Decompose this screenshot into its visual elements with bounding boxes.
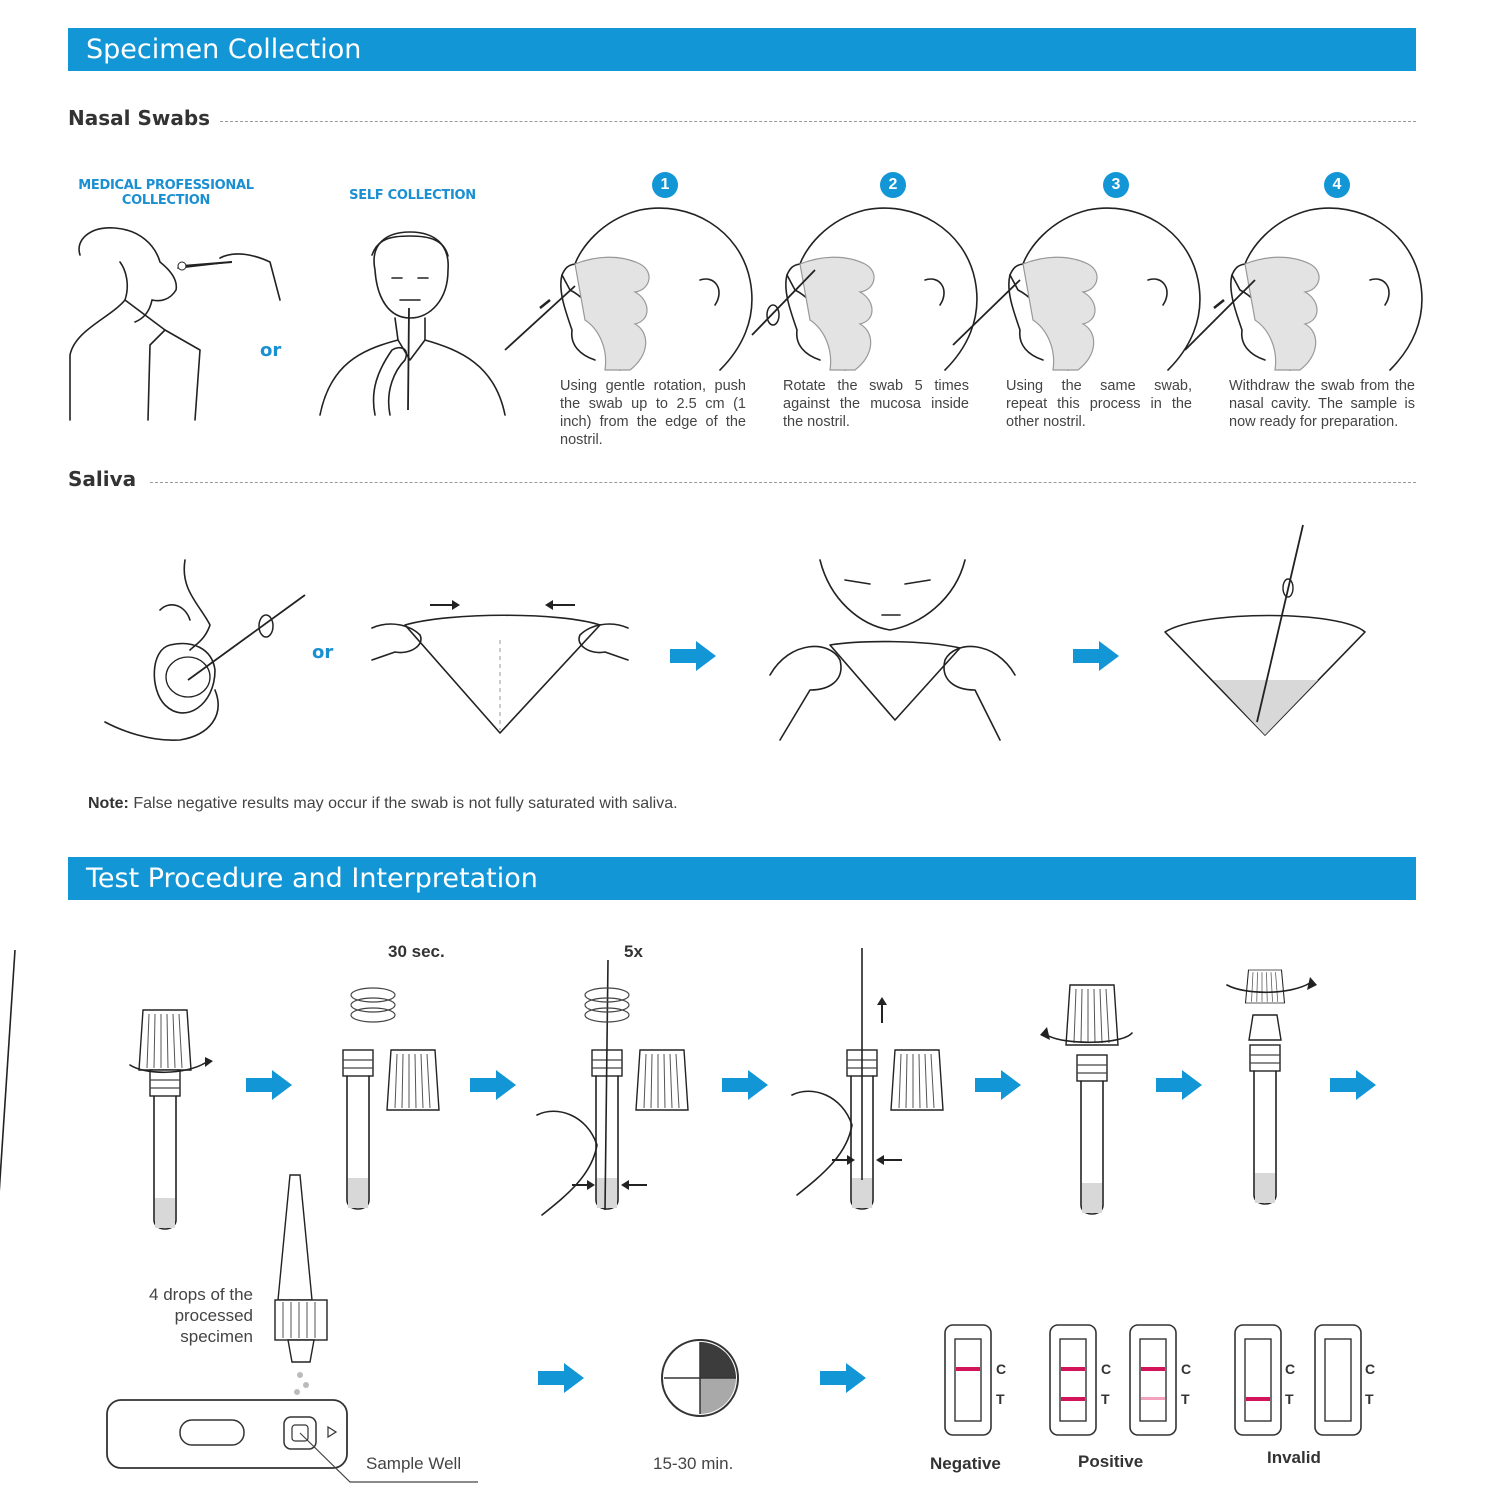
nasal-step-2-illustration — [752, 208, 977, 370]
section-title: Test Procedure and Interpretation — [86, 863, 538, 894]
medical-professional-label: MEDICAL PROFESSIONAL COLLECTION — [78, 178, 254, 208]
or-label: or — [260, 340, 282, 361]
step-text-3: Using the same swab, repeat this process in the other nostril. — [1006, 378, 1192, 430]
drops-label: 4 drops of the processed specimen — [149, 1285, 253, 1346]
or-label: or — [312, 642, 334, 663]
result-negative-strip — [945, 1325, 991, 1435]
procedure-step-open-dropper — [1227, 970, 1317, 1204]
dropper-bottle-illustration — [275, 1175, 327, 1395]
saliva-funnel-open-illustration — [372, 600, 628, 733]
step-number-3: 3 — [1103, 172, 1129, 198]
note-text: False negative results may occur if the swab is not fully saturated with saliva. — [128, 795, 678, 812]
saliva-swab-funnel-illustration — [1165, 525, 1365, 735]
nasal-step-4-illustration — [1185, 208, 1422, 370]
note-label: Note: — [88, 795, 129, 812]
saliva-mouth-illustration — [105, 560, 305, 740]
result-positive-label: Positive — [1078, 1452, 1144, 1471]
c-label: C — [996, 1361, 1007, 1377]
self-collection-illustration — [320, 232, 505, 415]
result-invalid-strip-t-only — [1235, 1325, 1281, 1435]
c-label: C — [1181, 1361, 1192, 1377]
nasal-step-1-illustration — [505, 208, 752, 370]
procedure-step-insert-swab — [0, 950, 439, 1210]
section-title: Specimen Collection — [86, 34, 362, 65]
time-30-sec-label: 30 sec. — [388, 942, 445, 961]
nasal-step-3-illustration — [953, 208, 1200, 370]
t-label: T — [1285, 1391, 1294, 1407]
c-label: C — [1285, 1361, 1296, 1377]
wait-time-label: 15-30 min. — [653, 1454, 734, 1473]
timer-icon — [662, 1340, 738, 1416]
result-positive-strip-strong — [1050, 1325, 1096, 1435]
times-5x-label: 5x — [624, 942, 643, 961]
result-positive-strip-faint — [1130, 1325, 1176, 1435]
t-label: T — [1181, 1391, 1190, 1407]
result-negative-label: Negative — [930, 1454, 1001, 1473]
procedure-step-open-cap — [130, 1010, 213, 1229]
step-number-4: 4 — [1324, 172, 1350, 198]
step-text-4: Withdraw the swab from the nasal cavity. The sample is now ready for preparation. — [1229, 378, 1415, 430]
result-invalid-label: Invalid — [1267, 1448, 1321, 1467]
result-invalid-strip-blank — [1315, 1325, 1361, 1435]
t-label: T — [1101, 1391, 1110, 1407]
t-label: T — [996, 1391, 1005, 1407]
medical-professional-illustration — [70, 228, 280, 420]
test-cassette-illustration — [107, 1400, 478, 1482]
procedure-step-remove-swab — [792, 948, 943, 1209]
step-text-1: Using gentle rotation, push the swab up to 2.5 cm (1 inch) from the edge of the nostril. — [560, 378, 746, 448]
t-label: T — [1365, 1391, 1374, 1407]
self-collection-label: SELF COLLECTION — [349, 188, 476, 203]
sample-well-label: Sample Well — [366, 1454, 462, 1473]
step-text-2: Rotate the swab 5 times against the mucosa inside the nostril. — [783, 378, 969, 430]
procedure-step-close-cap — [1040, 985, 1132, 1214]
c-label: C — [1365, 1361, 1376, 1377]
saliva-heading: Saliva — [68, 467, 146, 491]
procedure-step-squeeze-5x — [537, 960, 688, 1215]
step-number-2: 2 — [880, 172, 906, 198]
saliva-face-funnel-illustration — [770, 560, 1015, 740]
step-number-1: 1 — [652, 172, 678, 198]
c-label: C — [1101, 1361, 1112, 1377]
nasal-swabs-heading: Nasal Swabs — [68, 106, 220, 130]
